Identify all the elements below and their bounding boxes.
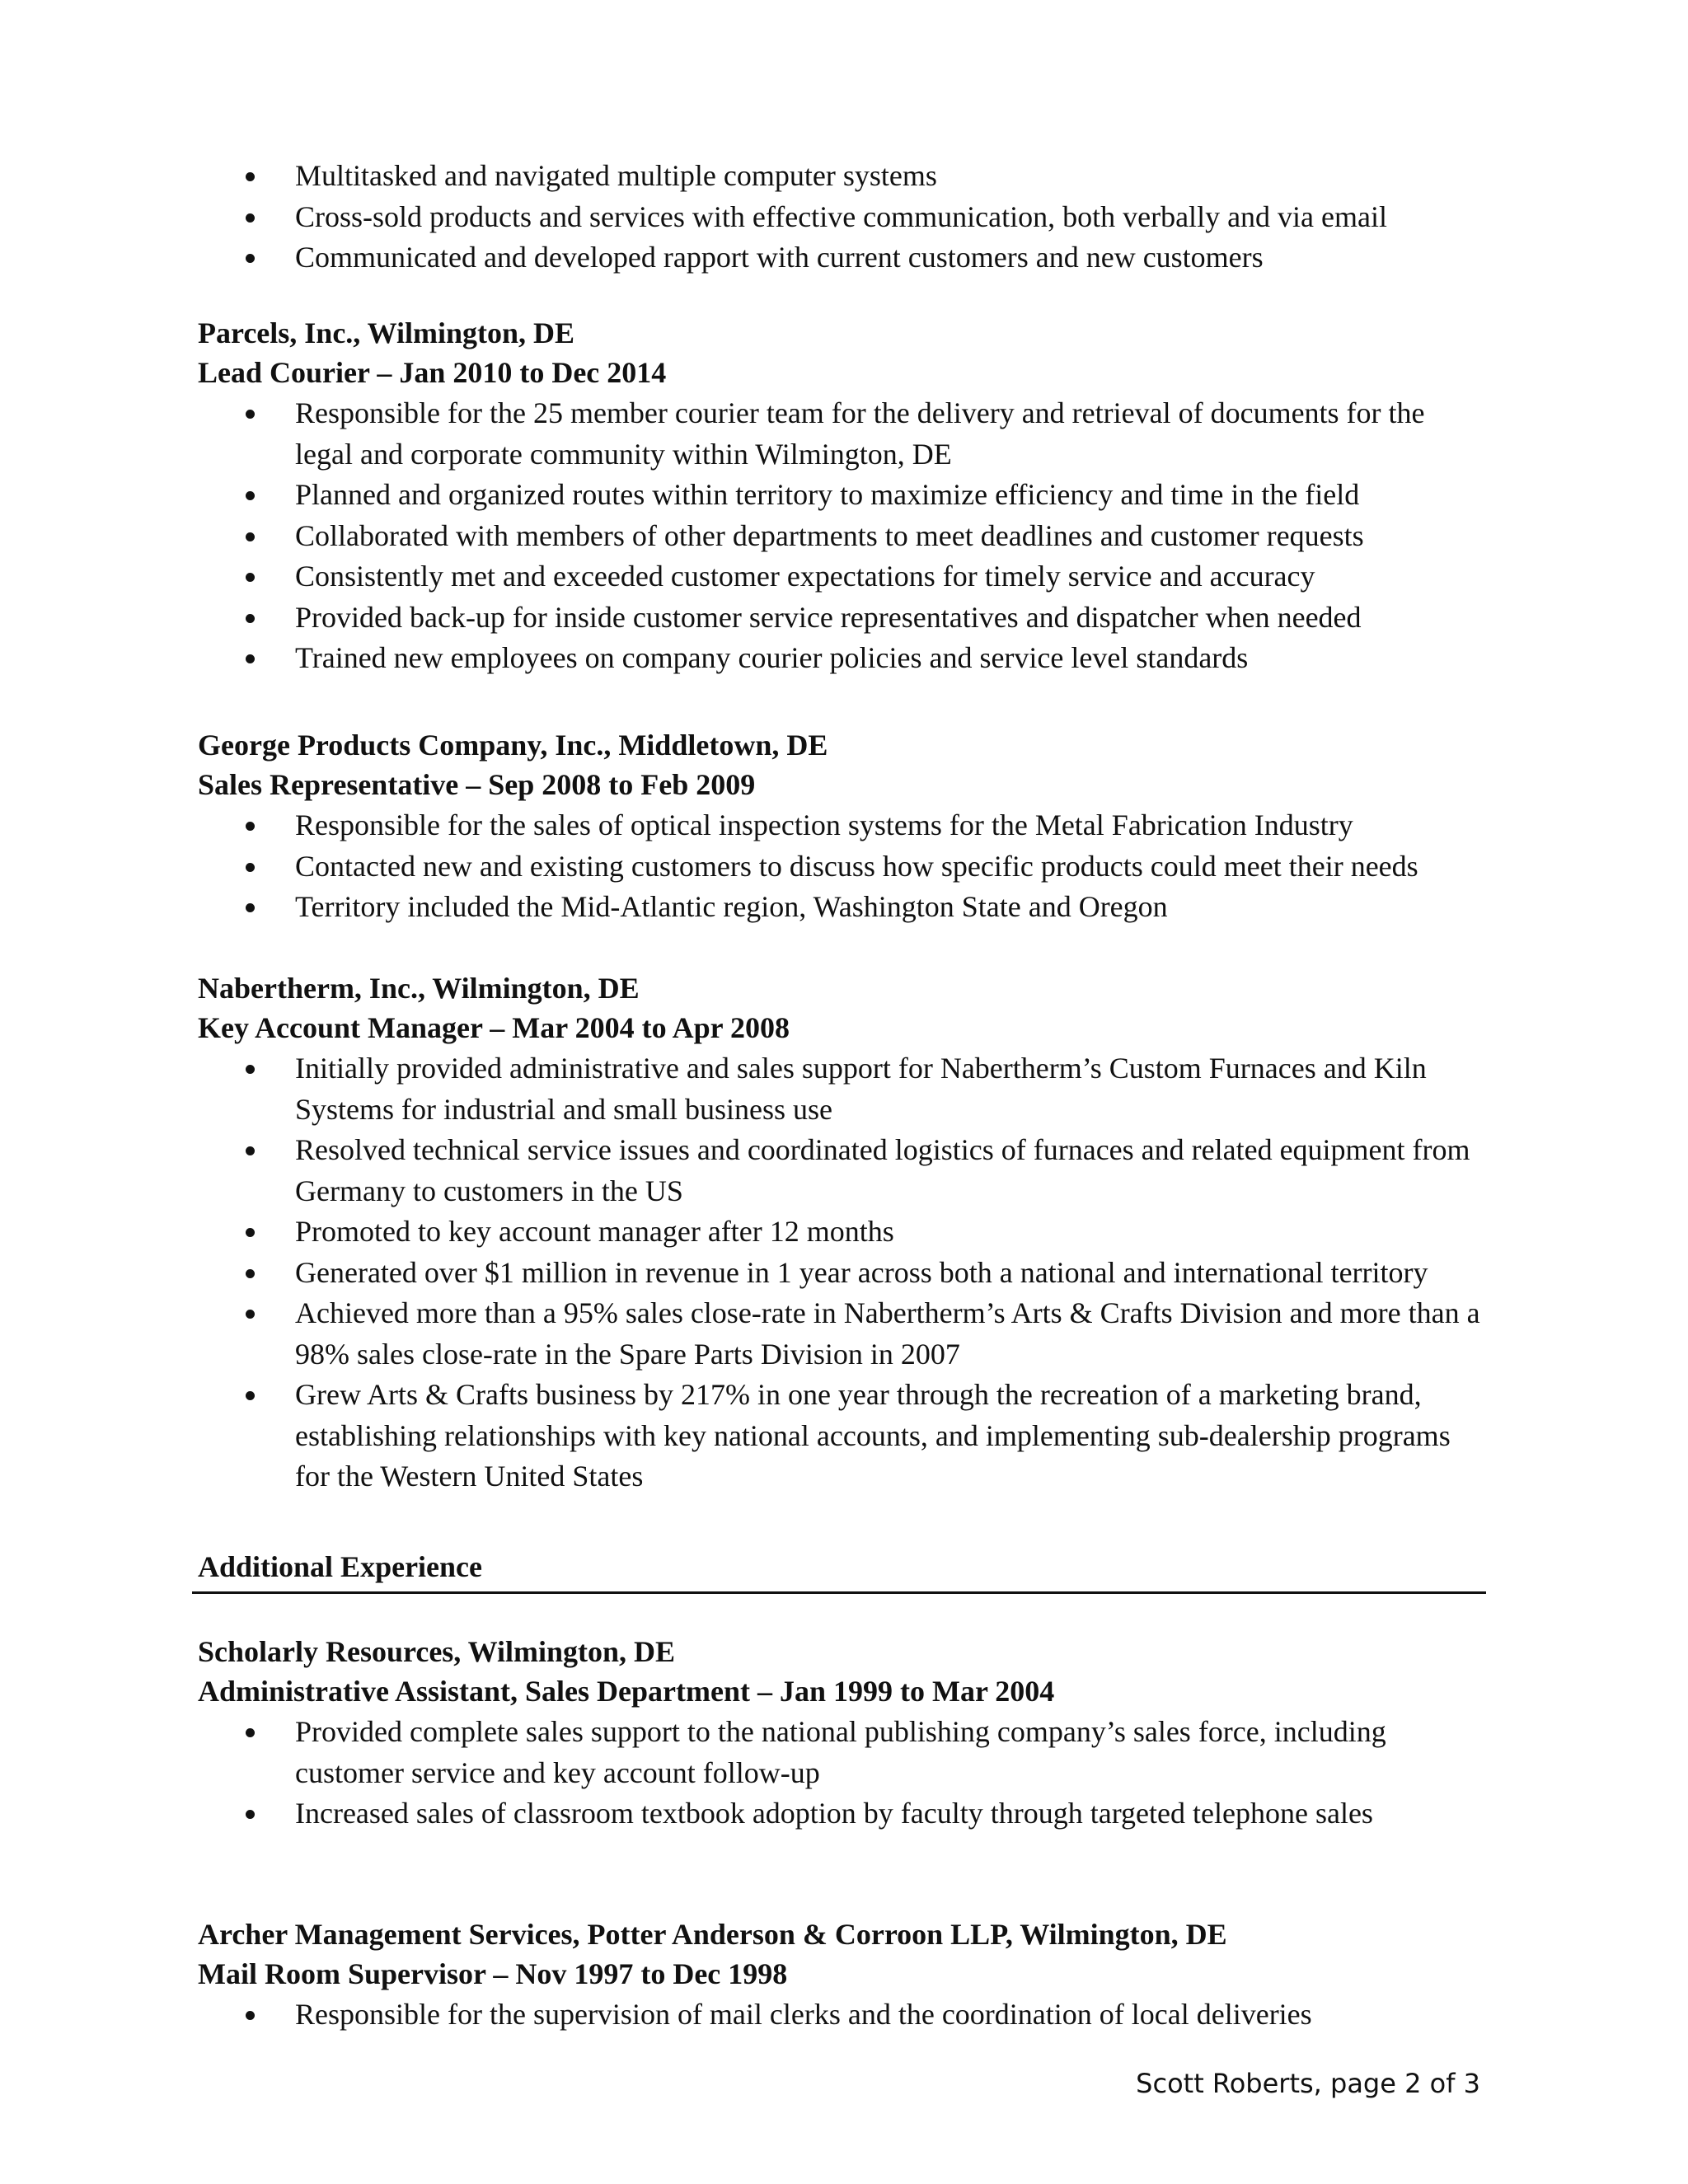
- bullet-icon: [246, 903, 255, 912]
- job-scholarly-resources: [198, 1631, 1488, 1835]
- list-item: Initially provided administrative and sales support for Nabertherm’s Custom Furnaces and Kiln Systems for industrial and small business use: [198, 1048, 1488, 1130]
- list-item: Consistently met and exceeded customer expectations for timely service and accuracy: [198, 556, 1488, 598]
- list-item: Generated over $1 million in revenue in 1 year across both a national and international territory: [198, 1253, 1488, 1294]
- list-item: Trained new employees on company courier policies and service level standards: [198, 638, 1488, 679]
- bullet-list: [198, 393, 1488, 679]
- list-item: Communicated and developed rapport with current customers and new customers: [198, 237, 1488, 279]
- list-item: Territory included the Mid-Atlantic region, Washington State and Oregon: [198, 887, 1488, 928]
- job-title: Sales Representative – Sep 2008 to Feb 2009: [198, 768, 756, 801]
- job-nabertherm: [198, 968, 1488, 1497]
- bullet-icon: [246, 863, 255, 872]
- section-divider: [192, 1591, 1486, 1594]
- list-item: Responsible for the supervision of mail clerks and the coordination of local deliveries: [198, 1994, 1488, 2036]
- list-item: Responsible for the 25 member courier team for the delivery and retrieval of documents for the legal and corporate community within Wilmington, DE: [198, 393, 1488, 475]
- list-item: Achieved more than a 95% sales close-rate in Nabertherm’s Arts & Crafts Division and more than a 98% sales close-rate in the Spare Parts Division in 2007: [198, 1293, 1488, 1375]
- bullet-icon: [246, 491, 255, 500]
- list-item: Contacted new and existing customers to discuss how specific products could meet their needs: [198, 846, 1488, 888]
- page-footer: Scott Roberts, page 2 of 3: [1136, 2068, 1480, 2099]
- list-item: Grew Arts & Crafts business by 217% in one year through the recreation of a marketing brand, establishing relationships with key national accounts, and implementing sub-dealership programs for the Western United States: [198, 1375, 1488, 1497]
- company-name: Scholarly Resources, Wilmington, DE: [198, 1635, 676, 1668]
- bullet-icon: [246, 532, 255, 541]
- bullet-list: [198, 1712, 1488, 1835]
- company-name: Nabertherm, Inc., Wilmington, DE: [198, 972, 640, 1005]
- bullet-icon: [246, 614, 255, 623]
- list-item: Resolved technical service issues and coordinated logistics of furnaces and related equipment from Germany to customers in the US: [198, 1130, 1488, 1212]
- section-heading-additional-experience: [198, 1546, 1488, 1587]
- bullet-icon: [246, 1728, 255, 1737]
- list-item: Responsible for the sales of optical inspection systems for the Metal Fabrication Industry: [198, 805, 1488, 846]
- bullet-icon: [246, 1269, 255, 1278]
- list-item: Provided complete sales support to the national publishing company’s sales force, including customer service and key account follow-up: [198, 1712, 1488, 1793]
- bullet-icon: [246, 213, 255, 223]
- bullet-icon: [246, 254, 255, 263]
- list-item: Promoted to key account manager after 12 months: [198, 1212, 1488, 1253]
- job-george-products: [198, 724, 1488, 928]
- bullet-list: [198, 1048, 1488, 1497]
- list-item: Increased sales of classroom textbook adoption by faculty through targeted telephone sales: [198, 1793, 1488, 1835]
- company-name: Parcels, Inc., Wilmington, DE: [198, 316, 575, 349]
- bullet-icon: [246, 410, 255, 419]
- job-title: Administrative Assistant, Sales Department – Jan 1999 to Mar 2004: [198, 1675, 1055, 1708]
- bullet-icon: [246, 573, 255, 582]
- bullet-list: [198, 1994, 1488, 2036]
- list-item: Provided back-up for inside customer service representatives and dispatcher when needed: [198, 598, 1488, 639]
- list-item: Multitasked and navigated multiple computer systems: [198, 156, 1488, 197]
- list-item: Collaborated with members of other departments to meet deadlines and customer requests: [198, 516, 1488, 557]
- bullet-icon: [246, 1065, 255, 1074]
- bullet-icon: [246, 1391, 255, 1400]
- job-parcels: [198, 312, 1488, 679]
- section-title: Additional Experience: [198, 1550, 483, 1583]
- bullet-icon: [246, 822, 255, 831]
- bullet-icon: [246, 1146, 255, 1155]
- job-title: Key Account Manager – Mar 2004 to Apr 2008: [198, 1011, 790, 1044]
- bullet-icon: [246, 1228, 255, 1237]
- company-name: Archer Management Services, Potter Anderson & Corroon LLP, Wilmington, DE: [198, 1918, 1227, 1951]
- job-archer-management: [198, 1914, 1488, 2036]
- bullet-icon: [246, 654, 255, 663]
- job-title: Mail Room Supervisor – Nov 1997 to Dec 1998: [198, 1957, 788, 1990]
- bullet-icon: [246, 1310, 255, 1319]
- bullet-icon: [246, 1810, 255, 1819]
- job-title: Lead Courier – Jan 2010 to Dec 2014: [198, 356, 667, 389]
- bullet-icon: [246, 2011, 255, 2020]
- bullet-list: [198, 156, 1488, 279]
- previous-job-continued: [198, 156, 1488, 279]
- list-item: Cross-sold products and services with effective communication, both verbally and via email: [198, 197, 1488, 238]
- list-item: Planned and organized routes within territory to maximize efficiency and time in the field: [198, 475, 1488, 516]
- company-name: George Products Company, Inc., Middletown, DE: [198, 729, 828, 762]
- bullet-icon: [246, 172, 255, 181]
- bullet-list: [198, 805, 1488, 928]
